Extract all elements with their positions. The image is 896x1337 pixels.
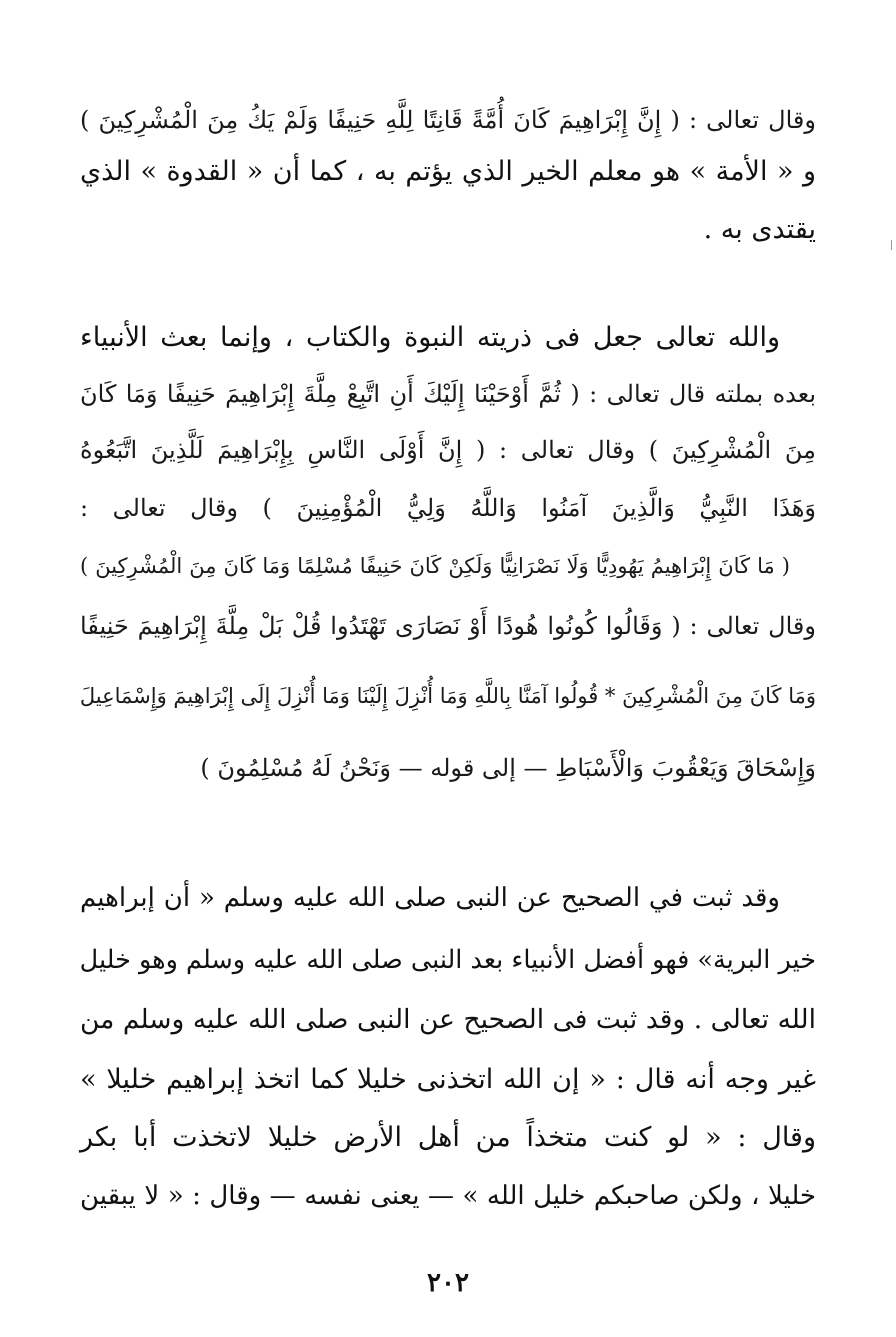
text-line: وقال تعالى : ( وَقَالُوا كُونُوا هُودًا أَوْ نَصَارَى تَهْتَدُوا قُلْ بَلْ مِلَّةَ إِبْرَاهِيمَ حَنِيفًا xyxy=(80,612,816,640)
text-line: مِنَ الْمُشْرِكِينَ ) وقال تعالى : ( إِنَّ أَوْلَى النَّاسِ بِإِبْرَاهِيمَ لَلَّذِينَ اتَّبَعُوهُ xyxy=(80,436,816,464)
text-line: غير وجه أنه قال : « إن الله اتخذنى خليلا كما اتخذ إبراهيم خليلا » xyxy=(80,1064,816,1095)
text-line: و « الأمة » هو معلم الخير الذي يؤتم به ، كما أن « القدوة » الذي xyxy=(80,156,816,187)
scan-edge-mark xyxy=(891,240,892,250)
text-line: وَمَا كَانَ مِنَ الْمُشْرِكِينَ * قُولُوا آمَنَّا بِاللَّهِ وَمَا أُنْزِلَ إِلَيْنَا وَمَا أُنْزِلَ إِلَى إِبْرَاهِيمَ وَإِسْمَاعِيلَ xyxy=(79,684,816,708)
text-line: وقال : « لو كنت متخذاً من أهل الأرض خليلا لاتخذت أبا بكر xyxy=(80,1122,816,1153)
text-line: وقال تعالى : ( إِنَّ إِبْرَاهِيمَ كَانَ أُمَّةً قَانِتًا لِلَّهِ حَنِيفًا وَلَمْ يَكُ مِنَ الْمُشْرِكِينَ ) xyxy=(80,106,816,134)
page-number: ٢٠٢ xyxy=(427,1268,469,1298)
text-line: وَهَذَا النَّبِيُّ وَالَّذِينَ آمَنُوا وَاللَّهُ وَلِيُّ الْمُؤْمِنِينَ ) وقال تعالى : xyxy=(80,494,816,522)
text-line: ( مَا كَانَ إِبْرَاهِيمُ يَهُودِيًّا وَلَا نَصْرَانِيًّا وَلَكِنْ كَانَ حَنِيفًا مُسْلِمًا وَمَا كَانَ مِنَ الْمُشْرِكِينَ ) xyxy=(80,554,790,578)
text-line: خير البرية» فهو أفضل الأنبياء بعد النبى صلى الله عليه وسلم وهو خليل xyxy=(79,945,816,975)
text-line: بعده بملته قال تعالى : ( ثُمَّ أَوْحَيْنَا إِلَيْكَ أَنِ اتَّبِعْ مِلَّةَ إِبْرَاهِيمَ حَنِيفًا وَمَا كَانَ xyxy=(80,380,816,408)
text-line: وقد ثبت في الصحيح عن النبى صلى الله عليه وسلم « أن إبراهيم xyxy=(80,883,780,913)
text-line: خليلا ، ولكن صاحبكم خليل الله » — يعنى نفسه — وقال : « لا يبقين xyxy=(80,1181,816,1211)
text-line: وَإِسْحَاقَ وَيَعْقُوبَ وَالْأَسْبَاطِ — إلى قوله — وَنَحْنُ لَهُ مُسْلِمُونَ ) xyxy=(200,754,816,782)
text-line: الله تعالى . وقد ثبت فى الصحيح عن النبى صلى الله عليه وسلم من xyxy=(80,1004,816,1035)
text-line: يقتدى به . xyxy=(703,214,816,245)
text-line: والله تعالى جعل فى ذريته النبوة والكتاب ، وإنما بعث الأنبياء xyxy=(80,322,780,353)
